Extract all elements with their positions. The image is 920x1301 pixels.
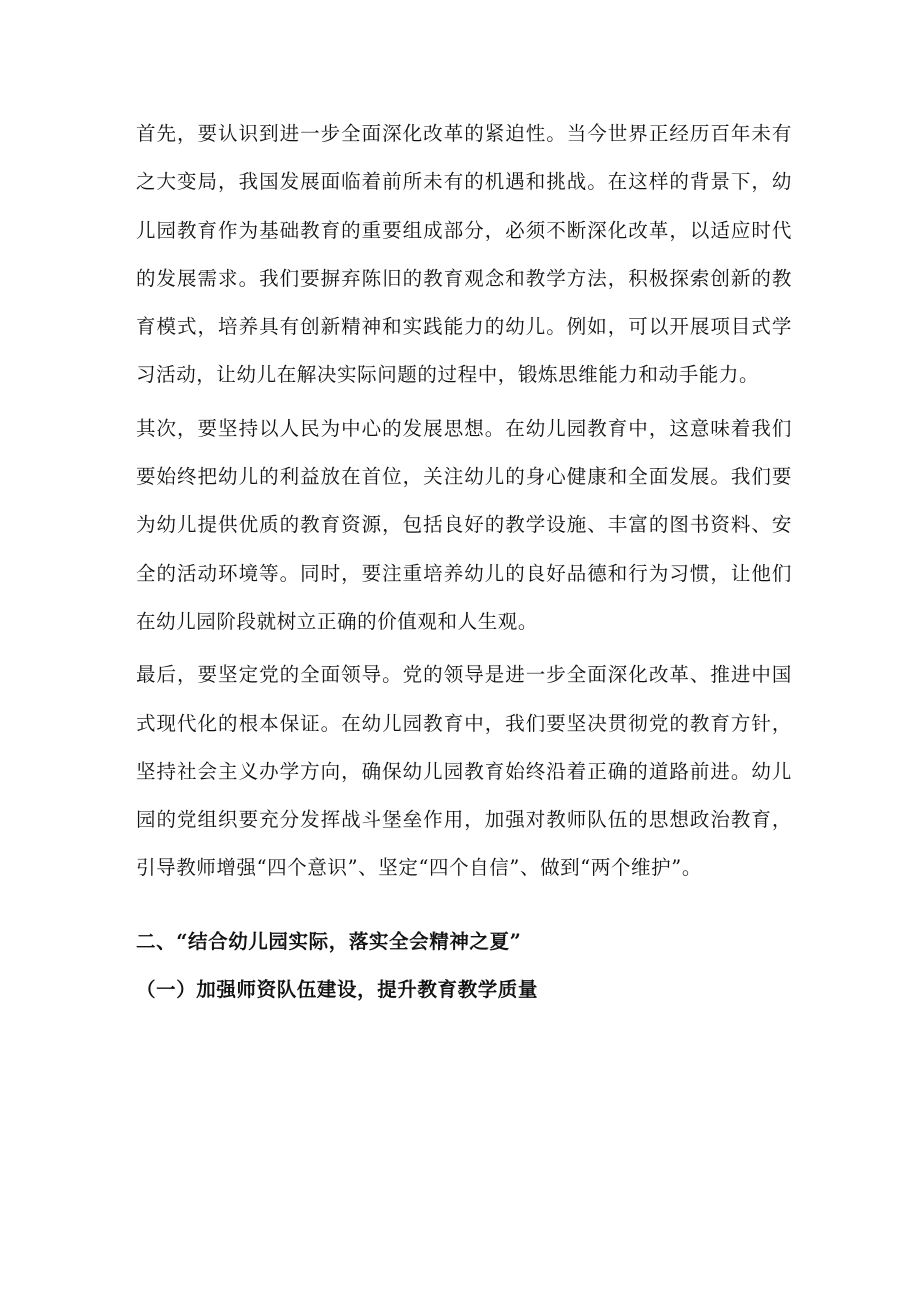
paragraph-second: 其次，要坚持以人民为中心的发展思想。在幼儿园教育中，这意味着我们要始终把幼儿的利益放在首位，关注幼儿的身心健康和全面发展。我们要为幼儿提供优质的教育资源，包括良好的教学设施、丰富的图书资料、安全的活动环境等。同时，要注重培养幼儿的良好品德和行为习惯，让他们在幼儿园阶段就树立正确的价值观和人生观。 — [136, 416, 792, 633]
sub-heading: （一）加强师资队伍建设，提升教育教学质量 — [136, 978, 539, 1001]
paragraph-first: 首先，要认识到进一步全面深化改革的紧迫性。当今世界正经历百年未有之大变局，我国发展面临着前所未有的机遇和挑战。在这样的背景下，幼儿园教育作为基础教育的重要组成部分，必须不断深化改革，以适应时代的发展需求。我们要摒弃陈旧的教育观念和教学方法，积极探索创新的教育模式，培养具有创新精神和实践能力的幼儿。例如，可以开展项目式学习活动，让幼儿在解决实际问题的过程中，锻炼思维能力和动手能力。 — [136, 122, 792, 387]
section-heading: 二、“结合幼儿园实际，落实全会精神之夏” — [136, 930, 522, 953]
paragraph-third: 最后，要坚定党的全面领导。党的领导是进一步全面深化改革、推进中国式现代化的根本保证。在幼儿园教育中，我们要坚决贯彻党的教育方针，坚持社会主义办学方向，确保幼儿园教育始终沿着正确的道路前进。幼儿园的党组织要充分发挥战斗堡垒作用，加强对教师队伍的思想政治教育，引导教师增强“四个意识”、坚定“四个自信”、做到“两个维护”。 — [136, 663, 792, 880]
document-body — [136, 110, 792, 898]
section-block — [136, 918, 792, 1014]
